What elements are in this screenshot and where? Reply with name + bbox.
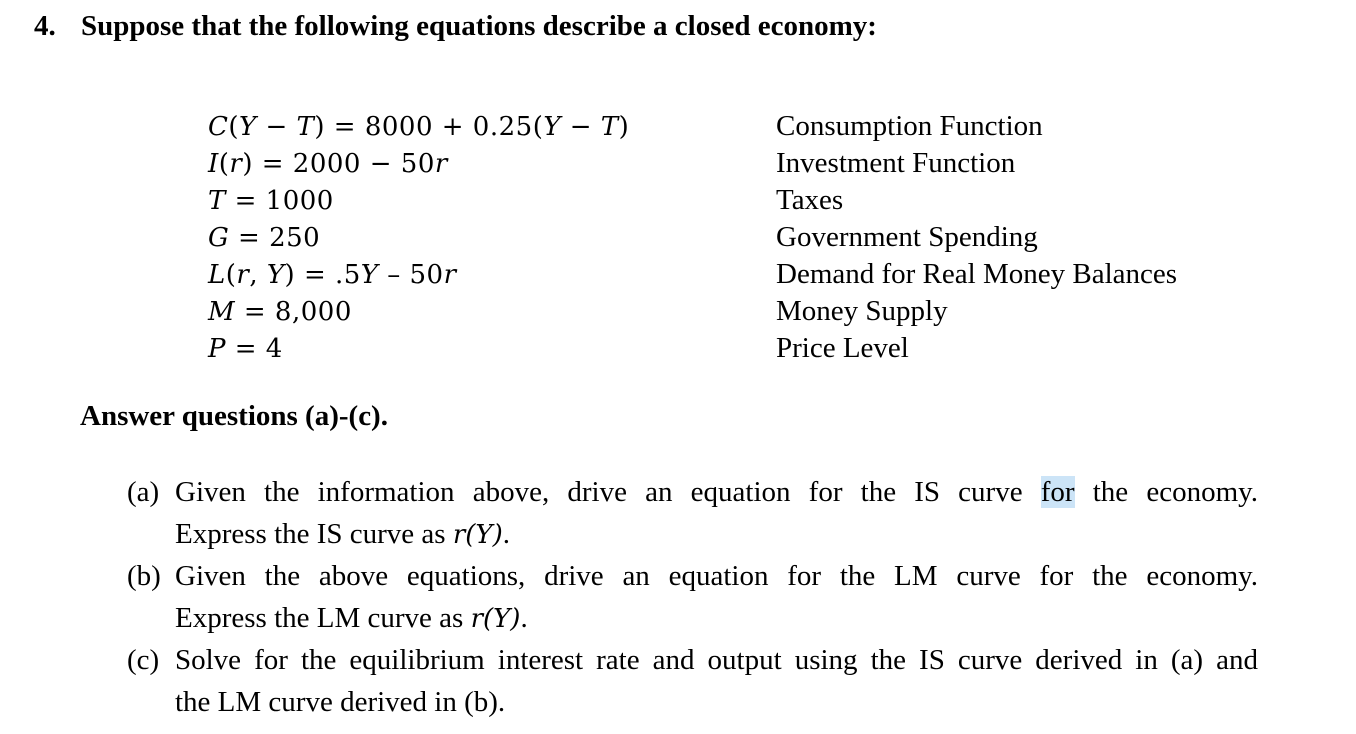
instructions-heading: Answer questions (a)-(c).: [80, 400, 388, 432]
equation-label: Consumption Function: [776, 110, 1043, 142]
equation-row-price-level: [208, 330, 1177, 367]
part-body[interactable]: [175, 472, 1258, 556]
equation-expression: 𝐼(𝑟) = 2000 − 50𝑟: [208, 148, 448, 179]
equation-label: Taxes: [776, 184, 844, 216]
text-segment: Express the LM curve as: [175, 601, 471, 634]
equation-row-money-supply: [208, 293, 1177, 330]
part-tag: (a): [127, 476, 160, 508]
part-tag: (c): [127, 644, 160, 676]
question-heading: [34, 10, 877, 43]
equation-label: Demand for Real Money Balances: [776, 258, 1178, 290]
equation-row-government-spending: [208, 219, 1177, 256]
part-text-line: Given the above equations, drive an equation for the LM curve for the economy.: [175, 560, 1258, 592]
equation-expression: 𝑃 = 4: [208, 333, 283, 364]
equations-table: [208, 108, 1177, 367]
selected-text[interactable]: for: [1040, 476, 1075, 508]
math-expression: r(Y): [470, 603, 521, 634]
equation-label: Investment Function: [776, 147, 1016, 179]
question-part-a: [127, 472, 1258, 556]
text-segment: Express the IS curve as: [175, 517, 453, 550]
question-parts-list: [127, 472, 1258, 723]
equation-expression: 𝑀 = 8,000: [208, 296, 352, 327]
equation-expression: 𝐶(𝑌 − 𝑇) = 8000 + 0.25(𝑌 − 𝑇): [208, 111, 630, 142]
equation-expression: 𝐺 = 250: [208, 222, 321, 253]
equation-row-consumption: [208, 108, 1177, 145]
text-segment: Given the information above, drive an equation for the IS curve: [175, 476, 1041, 508]
equation-label: Government Spending: [776, 221, 1038, 253]
question-part-b: [127, 556, 1258, 640]
part-body[interactable]: [175, 640, 1258, 723]
equation-expression: 𝐿(𝑟, 𝑌) = .5𝑌 – 50𝑟: [208, 259, 457, 290]
equation-label: Money Supply: [776, 295, 948, 327]
part-tag: (b): [127, 560, 161, 592]
equation-label: Price Level: [776, 332, 909, 364]
part-body[interactable]: [175, 556, 1258, 640]
part-text-line: [175, 472, 1258, 514]
text-segment: .: [502, 517, 510, 550]
equation-row-taxes: [208, 182, 1177, 219]
part-text-line: Solve for the equilibrium interest rate and output using the IS curve derived in (a) and: [175, 644, 1258, 676]
math-expression: r(Y): [452, 519, 503, 550]
part-text-line: the LM curve derived in (b).: [175, 685, 506, 718]
text-segment: .: [520, 601, 528, 634]
part-text-line: [175, 514, 1258, 557]
equation-row-investment: [208, 145, 1177, 182]
text-segment: the economy.: [1074, 476, 1258, 508]
part-text-line: [175, 598, 1258, 641]
equation-expression: 𝑇 = 1000: [208, 185, 334, 216]
question-title: Suppose that the following equations describe a closed economy:: [81, 10, 877, 42]
equation-row-money-demand: [208, 256, 1177, 293]
question-number: 4.: [34, 10, 56, 42]
question-part-c: [127, 640, 1258, 723]
